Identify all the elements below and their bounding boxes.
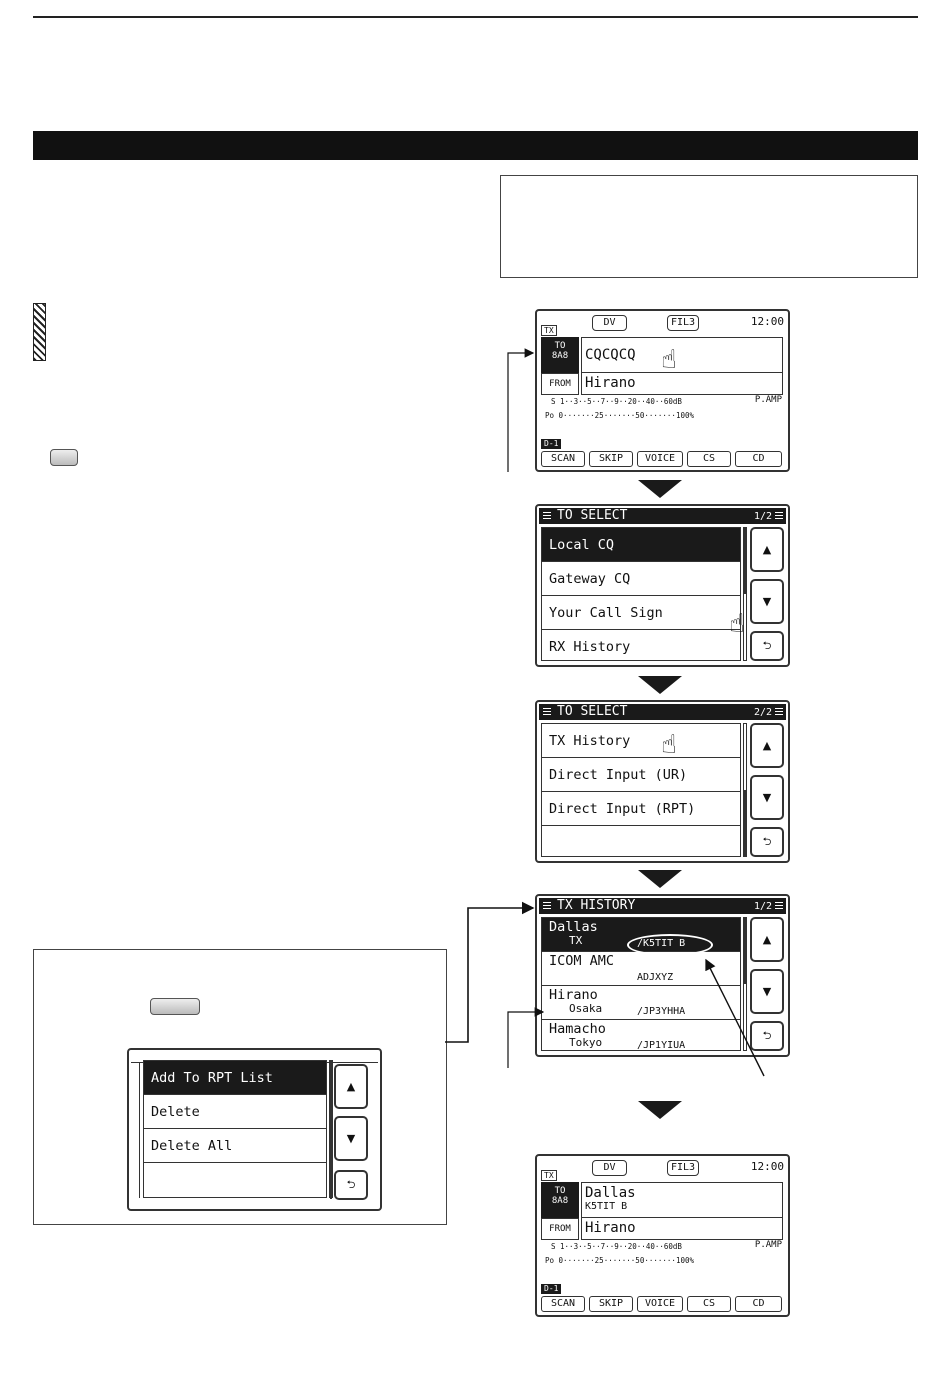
connector-note-to-history	[445, 908, 533, 1042]
from-label: FROM	[541, 373, 579, 395]
list-item-local-cq[interactable]: Local CQ	[542, 528, 740, 562]
s-meter-scale: S 1··3··5··7··9··20··40··60dB	[551, 397, 682, 406]
to-call-sub: K5TIT B	[585, 1201, 628, 1212]
list-item-rx-history[interactable]: RX History	[549, 639, 631, 655]
history-name: ICOM AMC	[549, 953, 615, 969]
po-meter-scale: Po 0·······25·······50·······100%	[545, 1256, 695, 1265]
softkey-voice[interactable]: VOICE	[637, 1296, 683, 1312]
up-icon: ▲	[762, 933, 772, 946]
history-name: Dallas	[549, 919, 598, 935]
pointer-line-to	[508, 353, 533, 472]
mode-pill[interactable]: DV	[592, 1160, 627, 1176]
group-icon: 8A8	[551, 351, 569, 361]
up-icon: ▲	[762, 543, 772, 556]
list-item-gateway-cq[interactable]: Gateway CQ	[542, 562, 740, 596]
pointer-line-rpt	[508, 1012, 543, 1068]
back-icon: ⮌	[346, 1178, 356, 1191]
from-value: Hirano	[581, 373, 783, 395]
to-label: TO	[554, 1186, 566, 1196]
page-indicator: 1/2	[753, 511, 772, 522]
history-callsign: ADJXYZ	[637, 972, 674, 983]
up-icon: ▲	[762, 739, 772, 752]
down-icon: ▼	[762, 595, 772, 608]
tx-tag: TX	[541, 325, 557, 336]
clock: 12:00	[750, 315, 784, 328]
menu-item-add-to-rpt-list[interactable]: Add To RPT List	[144, 1061, 326, 1095]
hand-pointer-icon: ☝	[729, 609, 745, 639]
screen-title: TO SELECT	[557, 704, 628, 719]
history-callsign: /K5TIT B	[637, 938, 686, 949]
softkey-cs[interactable]: CS	[687, 1296, 731, 1312]
back-icon: ⮌	[762, 835, 772, 848]
softkey-cd[interactable]: CD	[735, 1296, 782, 1312]
back-icon: ⮌	[762, 1029, 772, 1042]
from-value: Hirano	[581, 1218, 783, 1240]
group-icon: 8A8	[551, 1196, 569, 1206]
tx-tag: TX	[541, 1170, 557, 1181]
history-sub: Tokyo	[569, 1036, 603, 1049]
softkey-cs[interactable]: CS	[687, 451, 731, 467]
history-callsign: /JP3YHHA	[637, 1006, 686, 1017]
d-tag: D-1	[541, 439, 561, 449]
down-icon: ▼	[346, 1132, 356, 1145]
clock: 12:00	[750, 1160, 784, 1173]
to-call-value: CQCQCQ	[585, 347, 636, 363]
page-indicator: 2/2	[753, 707, 772, 718]
down-icon: ▼	[762, 985, 772, 998]
page-indicator: 1/2	[753, 901, 772, 912]
back-icon: ⮌	[762, 639, 772, 652]
softkey-scan[interactable]: SCAN	[541, 451, 585, 467]
to-call-value: Dallas	[585, 1185, 636, 1201]
s-meter-scale: S 1··3··5··7··9··20··40··60dB	[551, 1242, 682, 1251]
menu-item-delete[interactable]: Delete	[144, 1095, 326, 1129]
down-icon: ▼	[762, 791, 772, 804]
list-item-direct-input-rpt[interactable]: Direct Input (RPT)	[542, 792, 740, 826]
history-callsign: /JP1YIUA	[637, 1040, 686, 1051]
list-item-tx-history[interactable]: TX History	[542, 724, 740, 758]
d-tag: D-1	[541, 1284, 561, 1294]
pamp-label: P.AMP	[754, 1240, 782, 1250]
softkey-scan[interactable]: SCAN	[541, 1296, 585, 1312]
to-label: TO	[554, 341, 566, 351]
softkey-skip[interactable]: SKIP	[589, 1296, 633, 1312]
pamp-label: P.AMP	[754, 395, 782, 405]
menu-item-delete-all[interactable]: Delete All	[144, 1129, 326, 1163]
from-label: FROM	[541, 1218, 579, 1240]
up-icon: ▲	[346, 1080, 356, 1093]
history-name: Hamacho	[549, 1021, 606, 1037]
mode-pill[interactable]: DV	[592, 315, 627, 331]
history-sub: TX	[569, 934, 583, 947]
list-item-direct-input-ur[interactable]: Direct Input (UR)	[542, 758, 740, 792]
history-name: Hirano	[549, 987, 598, 1003]
hand-pointer-icon: ☝	[661, 345, 677, 375]
filter-pill[interactable]: FIL3	[667, 1160, 699, 1176]
hand-pointer-icon: ☝	[661, 730, 677, 760]
softkey-cd[interactable]: CD	[735, 451, 782, 467]
list-item-your-call-sign[interactable]: Your Call Sign	[542, 596, 740, 630]
filter-pill[interactable]: FIL3	[667, 315, 699, 331]
pointer-line-callsign	[706, 960, 764, 1076]
softkey-skip[interactable]: SKIP	[589, 451, 633, 467]
po-meter-scale: Po 0·······25·······50·······100%	[545, 411, 695, 420]
history-sub: Osaka	[569, 1002, 603, 1015]
screen-title: TX HISTORY	[557, 898, 636, 913]
screen-title: TO SELECT	[557, 508, 628, 523]
softkey-voice[interactable]: VOICE	[637, 451, 683, 467]
